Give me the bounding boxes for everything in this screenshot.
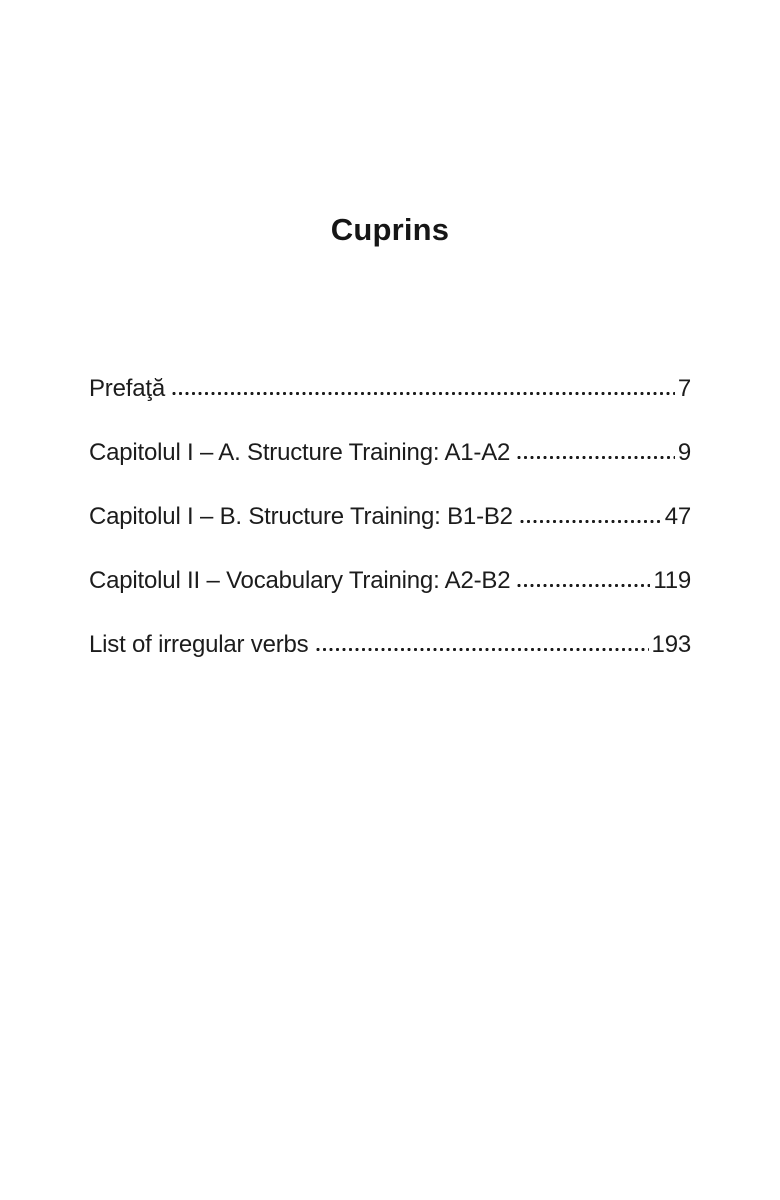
toc-entry-label: Prefaţă	[89, 375, 165, 402]
page-title: Cuprins	[330, 212, 450, 247]
toc-entry-page-number: 47	[664, 503, 691, 530]
toc-entry-label: Capitolul I – A. Structure Training: A1-A2	[89, 439, 511, 466]
dot-leader-icon	[315, 647, 649, 652]
dot-leader-icon	[171, 391, 675, 396]
toc-entry-label: Capitolul I – B. Structure Training: B1-B2	[89, 503, 513, 530]
toc-entry-page-number: 193	[651, 631, 691, 658]
toc-entry-page-number: 9	[677, 439, 691, 466]
toc-list	[89, 376, 691, 658]
toc-entry	[89, 568, 691, 594]
toc-entry	[89, 632, 691, 658]
toc-entry-page-number: 7	[677, 375, 691, 402]
toc-entry	[89, 376, 691, 402]
dot-leader-icon	[516, 583, 650, 588]
toc-entry	[89, 440, 691, 466]
dot-leader-icon	[519, 519, 662, 524]
toc-entry	[89, 504, 691, 530]
toc-entry-label: Capitolul II – Vocabulary Training: A2-B2	[89, 567, 511, 594]
dot-leader-icon	[516, 455, 675, 460]
toc-entry-page-number: 119	[653, 567, 691, 594]
toc-entry-label: List of irregular verbs	[89, 631, 309, 658]
